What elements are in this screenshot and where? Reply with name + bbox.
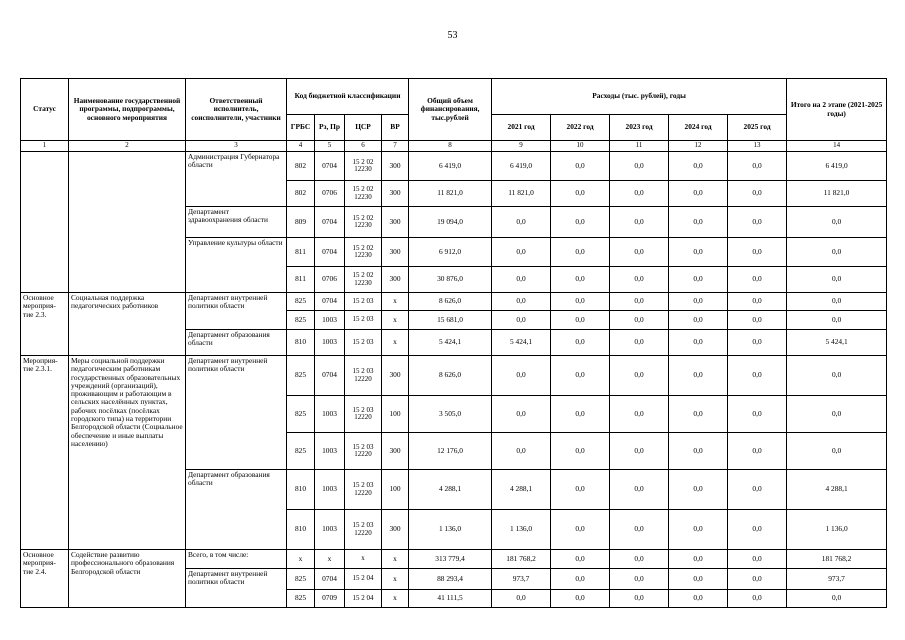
header-result: Итого на 2 этапе (2021-2025 годы) — [787, 79, 887, 141]
total-cell: 6 419,0 — [409, 152, 492, 181]
grbs-cell: 811 — [287, 267, 315, 293]
y2021-cell: 4 288,1 — [492, 470, 551, 510]
y2025-cell: 0,0 — [728, 396, 787, 433]
status-cell: Мероприя-тие 2.3.1. — [21, 356, 69, 550]
vr-cell: х — [382, 569, 409, 590]
y2024-cell: 0,0 — [669, 207, 728, 238]
y2024-cell: 0,0 — [669, 510, 728, 550]
rzpr-cell: 0704 — [315, 356, 345, 396]
y2021-cell: 1 136,0 — [492, 510, 551, 550]
csr-cell: 15 2 02 12230 — [345, 181, 382, 207]
vr-cell: 300 — [382, 510, 409, 550]
table-header — [21, 79, 887, 152]
executor-cell: Департамент образования области — [186, 470, 287, 550]
y2021-cell: 11 821,0 — [492, 181, 551, 207]
column-number: 13 — [728, 141, 787, 152]
y2023-cell: 0,0 — [610, 470, 669, 510]
column-number: 9 — [492, 141, 551, 152]
total-cell: 19 094,0 — [409, 207, 492, 238]
result-cell: 0,0 — [787, 356, 887, 396]
y2021-cell: 0,0 — [492, 207, 551, 238]
y2021-cell: 5 424,1 — [492, 330, 551, 356]
executor-cell: Департамент внутренней политики области — [186, 293, 287, 330]
total-cell: 8 626,0 — [409, 293, 492, 311]
y2025-cell: 0,0 — [728, 293, 787, 311]
result-cell: 4 288,1 — [787, 470, 887, 510]
rzpr-cell: 0706 — [315, 267, 345, 293]
y2021-cell: 0,0 — [492, 396, 551, 433]
executor-cell: Департамент здравоохранения области — [186, 207, 287, 238]
y2021-cell: 0,0 — [492, 293, 551, 311]
csr-cell: 15 2 04 — [345, 590, 382, 608]
y2025-cell: 0,0 — [728, 311, 787, 330]
header-grbs: ГРБС — [287, 115, 315, 141]
y2022-cell: 0,0 — [551, 433, 610, 470]
executor-cell: Всего, в том числе: — [186, 550, 287, 569]
y2021-cell: 0,0 — [492, 311, 551, 330]
result-cell: 0,0 — [787, 238, 887, 267]
y2023-cell: 0,0 — [610, 293, 669, 311]
result-cell: 0,0 — [787, 433, 887, 470]
csr-cell: 15 2 03 12220 — [345, 470, 382, 510]
vr-cell: 300 — [382, 267, 409, 293]
vr-cell: х — [382, 550, 409, 569]
total-cell: 313 779,4 — [409, 550, 492, 569]
y2025-cell: 0,0 — [728, 433, 787, 470]
column-number: 11 — [610, 141, 669, 152]
grbs-cell: 825 — [287, 311, 315, 330]
y2023-cell: 0,0 — [610, 152, 669, 181]
y2022-cell: 0,0 — [551, 152, 610, 181]
grbs-cell: 802 — [287, 152, 315, 181]
executor-cell: Департамент образования области — [186, 330, 287, 356]
y2025-cell: 0,0 — [728, 356, 787, 396]
column-number: 4 — [287, 141, 315, 152]
csr-cell: 15 2 03 12220 — [345, 433, 382, 470]
result-cell: 0,0 — [787, 267, 887, 293]
vr-cell: 300 — [382, 152, 409, 181]
y2024-cell: 0,0 — [669, 267, 728, 293]
y2023-cell: 0,0 — [610, 181, 669, 207]
y2021-cell: 6 419,0 — [492, 152, 551, 181]
grbs-cell: 825 — [287, 293, 315, 311]
status-cell — [21, 152, 69, 293]
y2021-cell: 181 768,2 — [492, 550, 551, 569]
y2022-cell: 0,0 — [551, 293, 610, 311]
y2023-cell: 0,0 — [610, 550, 669, 569]
result-cell: 0,0 — [787, 293, 887, 311]
y2024-cell: 0,0 — [669, 433, 728, 470]
header-csr: ЦСР — [345, 115, 382, 141]
grbs-cell: 811 — [287, 238, 315, 267]
grbs-cell: 825 — [287, 433, 315, 470]
vr-cell: х — [382, 293, 409, 311]
result-cell: 11 821,0 — [787, 181, 887, 207]
executor-cell: Департамент внутренней политики области — [186, 569, 287, 608]
table-row — [21, 293, 887, 311]
y2024-cell: 0,0 — [669, 330, 728, 356]
result-cell: 0,0 — [787, 396, 887, 433]
name-cell: Социальная поддержка педагогических работников — [69, 293, 186, 356]
column-number: 6 — [345, 141, 382, 152]
grbs-cell: 810 — [287, 330, 315, 356]
table-row — [21, 152, 887, 181]
grbs-cell: 802 — [287, 181, 315, 207]
executor-cell: Управление культуры области — [186, 238, 287, 293]
y2025-cell: 0,0 — [728, 569, 787, 590]
y2025-cell: 0,0 — [728, 181, 787, 207]
rzpr-cell: х — [315, 550, 345, 569]
result-cell: 0,0 — [787, 311, 887, 330]
csr-cell: 15 2 03 12220 — [345, 356, 382, 396]
y2021-cell: 0,0 — [492, 433, 551, 470]
rzpr-cell: 1003 — [315, 433, 345, 470]
column-number: 8 — [409, 141, 492, 152]
total-cell: 88 293,4 — [409, 569, 492, 590]
result-cell: 0,0 — [787, 207, 887, 238]
y2021-cell: 0,0 — [492, 267, 551, 293]
csr-cell: 15 2 02 12230 — [345, 267, 382, 293]
total-cell: 6 912,0 — [409, 238, 492, 267]
csr-cell: 15 2 03 — [345, 293, 382, 311]
grbs-cell: 810 — [287, 470, 315, 510]
column-number: 10 — [551, 141, 610, 152]
y2025-cell: 0,0 — [728, 207, 787, 238]
y2022-cell: 0,0 — [551, 330, 610, 356]
y2025-cell: 0,0 — [728, 267, 787, 293]
rzpr-cell: 0704 — [315, 207, 345, 238]
rzpr-cell: 1003 — [315, 330, 345, 356]
y2022-cell: 0,0 — [551, 311, 610, 330]
csr-cell: 15 2 02 12230 — [345, 152, 382, 181]
y2022-cell: 0,0 — [551, 207, 610, 238]
vr-cell: х — [382, 311, 409, 330]
executor-cell: Администрация Губернатора области — [186, 152, 287, 207]
vr-cell: 100 — [382, 470, 409, 510]
y2023-cell: 0,0 — [610, 207, 669, 238]
result-cell: 1 136,0 — [787, 510, 887, 550]
y2024-cell: 0,0 — [669, 470, 728, 510]
executor-cell: Департамент внутренней политики области — [186, 356, 287, 470]
grbs-cell: 825 — [287, 590, 315, 608]
total-cell: 3 505,0 — [409, 396, 492, 433]
budget-table — [20, 78, 887, 608]
vr-cell: 100 — [382, 396, 409, 433]
y2025-cell: 0,0 — [728, 238, 787, 267]
y2022-cell: 0,0 — [551, 510, 610, 550]
y2023-cell: 0,0 — [610, 396, 669, 433]
rzpr-cell: 1003 — [315, 396, 345, 433]
header-budget-code: Код бюджетной классификации — [287, 79, 409, 115]
table-row — [21, 356, 887, 396]
header-2021: 2021 год — [492, 115, 551, 141]
csr-cell: 15 2 04 — [345, 569, 382, 590]
status-cell: Основное мероприя-тие 2.3. — [21, 293, 69, 356]
rzpr-cell: 0706 — [315, 181, 345, 207]
vr-cell: 300 — [382, 207, 409, 238]
csr-cell: 15 2 03 — [345, 330, 382, 356]
header-executor: Ответственный исполнитель, соисполнители, участники — [186, 79, 287, 141]
header-2024: 2024 год — [669, 115, 728, 141]
y2024-cell: 0,0 — [669, 396, 728, 433]
y2022-cell: 0,0 — [551, 470, 610, 510]
total-cell: 15 681,0 — [409, 311, 492, 330]
y2025-cell: 0,0 — [728, 590, 787, 608]
header-rzpr: Рз, Пр — [315, 115, 345, 141]
column-number: 3 — [186, 141, 287, 152]
total-cell: 41 111,5 — [409, 590, 492, 608]
y2023-cell: 0,0 — [610, 238, 669, 267]
vr-cell: 300 — [382, 181, 409, 207]
header-expenses: Расходы (тыс. рублей), годы — [492, 79, 787, 115]
result-cell: 973,7 — [787, 569, 887, 590]
column-number: 7 — [382, 141, 409, 152]
grbs-cell: 825 — [287, 569, 315, 590]
y2024-cell: 0,0 — [669, 569, 728, 590]
y2023-cell: 0,0 — [610, 433, 669, 470]
y2022-cell: 0,0 — [551, 569, 610, 590]
csr-cell: 15 2 02 12230 — [345, 207, 382, 238]
y2022-cell: 0,0 — [551, 550, 610, 569]
csr-cell: 15 2 03 12220 — [345, 396, 382, 433]
table-row — [21, 550, 887, 569]
grbs-cell: 825 — [287, 396, 315, 433]
y2024-cell: 0,0 — [669, 356, 728, 396]
rzpr-cell: 0704 — [315, 569, 345, 590]
column-number: 12 — [669, 141, 728, 152]
rzpr-cell: 1003 — [315, 470, 345, 510]
y2024-cell: 0,0 — [669, 550, 728, 569]
total-cell: 8 626,0 — [409, 356, 492, 396]
column-number-row — [21, 141, 887, 152]
grbs-cell: 810 — [287, 510, 315, 550]
column-number: 2 — [69, 141, 186, 152]
y2025-cell: 0,0 — [728, 152, 787, 181]
y2021-cell: 973,7 — [492, 569, 551, 590]
total-cell: 11 821,0 — [409, 181, 492, 207]
grbs-cell: х — [287, 550, 315, 569]
vr-cell: 300 — [382, 356, 409, 396]
grbs-cell: 809 — [287, 207, 315, 238]
csr-cell: 15 2 03 — [345, 311, 382, 330]
total-cell: 1 136,0 — [409, 510, 492, 550]
csr-cell: 15 2 03 12220 — [345, 510, 382, 550]
name-cell: Содействие развитию профессионального образования Белгородской области — [69, 550, 186, 608]
y2024-cell: 0,0 — [669, 152, 728, 181]
y2024-cell: 0,0 — [669, 238, 728, 267]
rzpr-cell: 0709 — [315, 590, 345, 608]
rzpr-cell: 1003 — [315, 311, 345, 330]
rzpr-cell: 1003 — [315, 510, 345, 550]
grbs-cell: 825 — [287, 356, 315, 396]
name-cell — [69, 152, 186, 293]
result-cell: 181 768,2 — [787, 550, 887, 569]
y2022-cell: 0,0 — [551, 396, 610, 433]
page-number: 53 — [447, 30, 458, 41]
y2024-cell: 0,0 — [669, 181, 728, 207]
y2022-cell: 0,0 — [551, 181, 610, 207]
name-cell: Меры социальной поддержки педагогическим работникам государственных образовательных учреждений (организаций), проживающим и работающим в сельских населённых пунктах, рабочих посёлках (посёлках городского типа) на территории Белгородской области (Социальное обеспечение и иные выплаты населению) — [69, 356, 186, 550]
y2022-cell: 0,0 — [551, 590, 610, 608]
y2022-cell: 0,0 — [551, 238, 610, 267]
y2024-cell: 0,0 — [669, 590, 728, 608]
header-vr: ВР — [382, 115, 409, 141]
total-cell: 4 288,1 — [409, 470, 492, 510]
y2025-cell: 0,0 — [728, 470, 787, 510]
total-cell: 5 424,1 — [409, 330, 492, 356]
y2025-cell: 0,0 — [728, 550, 787, 569]
y2025-cell: 0,0 — [728, 510, 787, 550]
y2023-cell: 0,0 — [610, 330, 669, 356]
vr-cell: 300 — [382, 238, 409, 267]
y2021-cell: 0,0 — [492, 356, 551, 396]
header-total: Общий объем финансирования, тыс.рублей — [409, 79, 492, 141]
column-number: 5 — [315, 141, 345, 152]
header-name: Наименование государственной программы, подпрограммы, основного мероприятия — [69, 79, 186, 141]
rzpr-cell: 0704 — [315, 293, 345, 311]
table-body — [21, 152, 887, 608]
y2022-cell: 0,0 — [551, 267, 610, 293]
y2023-cell: 0,0 — [610, 590, 669, 608]
y2025-cell: 0,0 — [728, 330, 787, 356]
y2023-cell: 0,0 — [610, 510, 669, 550]
vr-cell: х — [382, 330, 409, 356]
y2023-cell: 0,0 — [610, 356, 669, 396]
y2021-cell: 0,0 — [492, 590, 551, 608]
header-2022: 2022 год — [551, 115, 610, 141]
vr-cell: 300 — [382, 433, 409, 470]
total-cell: 12 176,0 — [409, 433, 492, 470]
rzpr-cell: 0704 — [315, 152, 345, 181]
header-2025: 2025 год — [728, 115, 787, 141]
y2024-cell: 0,0 — [669, 311, 728, 330]
csr-cell: х — [345, 550, 382, 569]
y2021-cell: 0,0 — [492, 238, 551, 267]
y2023-cell: 0,0 — [610, 311, 669, 330]
header-status: Статус — [21, 79, 69, 141]
status-cell: Основное мероприя-тие 2.4. — [21, 550, 69, 608]
column-number: 1 — [21, 141, 69, 152]
header-2023: 2023 год — [610, 115, 669, 141]
column-number: 14 — [787, 141, 887, 152]
rzpr-cell: 0704 — [315, 238, 345, 267]
y2023-cell: 0,0 — [610, 267, 669, 293]
result-cell: 6 419,0 — [787, 152, 887, 181]
y2022-cell: 0,0 — [551, 356, 610, 396]
result-cell: 5 424,1 — [787, 330, 887, 356]
y2023-cell: 0,0 — [610, 569, 669, 590]
y2024-cell: 0,0 — [669, 293, 728, 311]
total-cell: 30 876,0 — [409, 267, 492, 293]
vr-cell: х — [382, 590, 409, 608]
result-cell: 0,0 — [787, 590, 887, 608]
csr-cell: 15 2 02 12230 — [345, 238, 382, 267]
